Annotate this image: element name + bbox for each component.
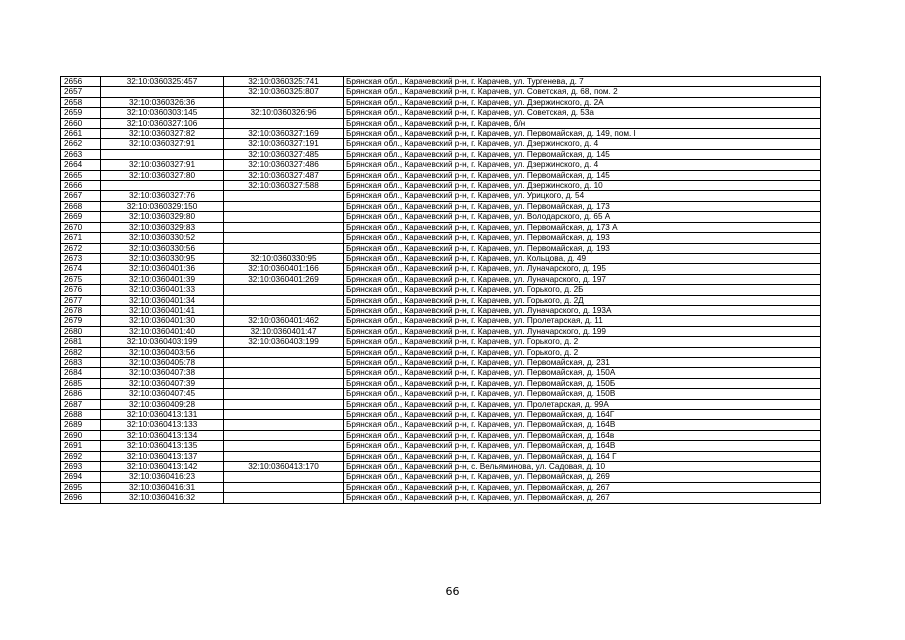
linked-cadastral-number-cell	[224, 212, 344, 222]
row-number: 2657	[61, 87, 101, 97]
linked-cadastral-number-cell	[224, 285, 344, 295]
cadastral-number-cell: 32:10:0360405:78	[101, 357, 224, 367]
address-cell: Брянская обл., Карачевский р-н, г. Карачев, ул. Горького, д. 2Д	[344, 295, 821, 305]
linked-cadastral-number-cell	[224, 420, 344, 430]
linked-cadastral-number-cell	[224, 441, 344, 451]
row-number: 2675	[61, 274, 101, 284]
address-cell: Брянская обл., Карачевский р-н, г. Карачев, ул. Первомайская, д. 164В	[344, 420, 821, 430]
cadastral-number-cell: 32:10:0360303:145	[101, 108, 224, 118]
address-cell: Брянская обл., Карачевский р-н, г. Карачев, ул. Первомайская, д. 267	[344, 493, 821, 503]
table-row	[61, 212, 821, 222]
table-row	[61, 316, 821, 326]
linked-cadastral-number-cell: 32:10:0360327:169	[224, 129, 344, 139]
address-cell: Брянская обл., Карачевский р-н, г. Карачев, ул. Володарского, д. 65 А	[344, 212, 821, 222]
row-number: 2685	[61, 378, 101, 388]
cadastral-number-cell: 32:10:0360401:34	[101, 295, 224, 305]
linked-cadastral-number-cell: 32:10:0360327:486	[224, 160, 344, 170]
table-row	[61, 87, 821, 97]
cadastral-number-cell: 32:10:0360407:45	[101, 389, 224, 399]
cadastral-number-cell: 32:10:0360329:83	[101, 222, 224, 232]
address-cell: Брянская обл., Карачевский р-н, г. Карачев, ул. Первомайская, д. 150А	[344, 368, 821, 378]
cadastral-number-cell	[101, 181, 224, 191]
address-cell: Брянская обл., Карачевский р-н, г. Карачев, ул. Первомайская, д. 164 Г	[344, 451, 821, 461]
row-number: 2684	[61, 368, 101, 378]
table-row	[61, 305, 821, 315]
linked-cadastral-number-cell	[224, 233, 344, 243]
cadastral-number-cell: 32:10:0360416:32	[101, 493, 224, 503]
linked-cadastral-number-cell: 32:10:0360327:191	[224, 139, 344, 149]
row-number: 2667	[61, 191, 101, 201]
table-row	[61, 326, 821, 336]
row-number: 2664	[61, 160, 101, 170]
cadastral-number-cell: 32:10:0360413:142	[101, 462, 224, 472]
row-number: 2673	[61, 253, 101, 263]
address-cell: Брянская обл., Карачевский р-н, г. Карачев, ул. Первомайская, д. 173	[344, 201, 821, 211]
cadastral-number-cell: 32:10:0360413:134	[101, 430, 224, 440]
row-number: 2693	[61, 462, 101, 472]
cadastral-number-cell: 32:10:0360325:457	[101, 77, 224, 87]
linked-cadastral-number-cell: 32:10:0360401:462	[224, 316, 344, 326]
address-cell: Брянская обл., Карачевский р-н, г. Карачев, ул. Первомайская, д. 145	[344, 149, 821, 159]
address-cell: Брянская обл., Карачевский р-н, г. Карачев, ул. Первомайская, д. 149, пом. I	[344, 129, 821, 139]
table-row	[61, 368, 821, 378]
table-row	[61, 97, 821, 107]
linked-cadastral-number-cell	[224, 472, 344, 482]
table-row	[61, 118, 821, 128]
cadastral-number-cell: 32:10:0360401:33	[101, 285, 224, 295]
row-number: 2670	[61, 222, 101, 232]
linked-cadastral-number-cell	[224, 305, 344, 315]
row-number: 2683	[61, 357, 101, 367]
row-number: 2692	[61, 451, 101, 461]
cadastral-number-cell: 32:10:0360413:137	[101, 451, 224, 461]
table-row	[61, 462, 821, 472]
row-number: 2691	[61, 441, 101, 451]
row-number: 2682	[61, 347, 101, 357]
cadastral-number-cell	[101, 149, 224, 159]
table-row	[61, 295, 821, 305]
address-cell: Брянская обл., Карачевский р-н, г. Карачев, ул. Первомайская, д. 150В	[344, 389, 821, 399]
row-number: 2694	[61, 472, 101, 482]
cadastral-number-cell	[101, 87, 224, 97]
table-row	[61, 181, 821, 191]
row-number: 2687	[61, 399, 101, 409]
row-number: 2689	[61, 420, 101, 430]
cadastral-number-cell: 32:10:0360330:95	[101, 253, 224, 263]
table-row	[61, 420, 821, 430]
linked-cadastral-number-cell	[224, 191, 344, 201]
address-cell: Брянская обл., Карачевский р-н, г. Карачев, ул. Советская, д. 68, пом. 2	[344, 87, 821, 97]
cadastral-number-cell: 32:10:0360416:31	[101, 482, 224, 492]
table-row	[61, 108, 821, 118]
table-row	[61, 264, 821, 274]
cadastral-number-cell: 32:10:0360327:91	[101, 139, 224, 149]
cadastral-number-cell: 32:10:0360409:28	[101, 399, 224, 409]
table-row	[61, 347, 821, 357]
address-cell: Брянская обл., Карачевский р-н, г. Карачев, ул. Первомайская, д. 267	[344, 482, 821, 492]
linked-cadastral-number-cell	[224, 410, 344, 420]
address-cell: Брянская обл., Карачевский р-н, г. Карачев, ул. Горького, д. 2	[344, 347, 821, 357]
table-row	[61, 222, 821, 232]
cadastral-number-cell: 32:10:0360401:30	[101, 316, 224, 326]
table-row	[61, 274, 821, 284]
row-number: 2671	[61, 233, 101, 243]
linked-cadastral-number-cell: 32:10:0360401:166	[224, 264, 344, 274]
row-number: 2688	[61, 410, 101, 420]
table-row	[61, 149, 821, 159]
table-row	[61, 191, 821, 201]
address-cell: Брянская обл., Карачевский р-н, г. Карачев, ул. Первомайская, д. 145	[344, 170, 821, 180]
cadastral-number-cell: 32:10:0360330:56	[101, 243, 224, 253]
row-number: 2690	[61, 430, 101, 440]
cadastral-number-cell: 32:10:0360413:131	[101, 410, 224, 420]
address-cell: Брянская обл., Карачевский р-н, г. Карачев, ул. Первомайская, д. 150Б	[344, 378, 821, 388]
row-number: 2681	[61, 337, 101, 347]
address-cell: Брянская обл., Карачевский р-н, г. Карачев, ул. Дзержинского, д. 2А	[344, 97, 821, 107]
cadastral-number-cell: 32:10:0360416:23	[101, 472, 224, 482]
address-cell: Брянская обл., Карачевский р-н, г. Карачев, ул. Первомайская, д. 164в	[344, 430, 821, 440]
table-row	[61, 357, 821, 367]
cadastral-number-cell: 32:10:0360327:106	[101, 118, 224, 128]
cadastral-number-cell: 32:10:0360327:76	[101, 191, 224, 201]
address-cell: Брянская обл., Карачевский р-н, г. Карачев, ул. Пролетарская, д. 99А	[344, 399, 821, 409]
row-number: 2669	[61, 212, 101, 222]
table-row	[61, 389, 821, 399]
address-cell: Брянская обл., Карачевский р-н, г. Карачев, ул. Кольцова, д. 49	[344, 253, 821, 263]
row-number: 2663	[61, 149, 101, 159]
linked-cadastral-number-cell	[224, 201, 344, 211]
cadastral-number-cell: 32:10:0360413:135	[101, 441, 224, 451]
linked-cadastral-number-cell	[224, 295, 344, 305]
row-number: 2662	[61, 139, 101, 149]
linked-cadastral-number-cell: 32:10:0360413:170	[224, 462, 344, 472]
address-cell: Брянская обл., Карачевский р-н, г. Карачев, ул. Урицкого, д. 54	[344, 191, 821, 201]
page-number: 66	[445, 585, 460, 598]
table-row	[61, 77, 821, 87]
table-row	[61, 441, 821, 451]
table-row	[61, 337, 821, 347]
table-row	[61, 139, 821, 149]
table-row	[61, 451, 821, 461]
address-cell: Брянская обл., Карачевский р-н, г. Карачев, ул. Советская, д. 53а	[344, 108, 821, 118]
cadastral-number-cell: 32:10:0360403:199	[101, 337, 224, 347]
row-number: 2696	[61, 493, 101, 503]
cadastral-number-cell: 32:10:0360413:133	[101, 420, 224, 430]
table-row	[61, 378, 821, 388]
table-row	[61, 129, 821, 139]
address-cell: Брянская обл., Карачевский р-н, г. Карачев, ул. Луначарского, д. 193А	[344, 305, 821, 315]
linked-cadastral-number-cell: 32:10:0360401:47	[224, 326, 344, 336]
linked-cadastral-number-cell	[224, 482, 344, 492]
address-cell: Брянская обл., Карачевский р-н, г. Карачев, ул. Луначарского, д. 197	[344, 274, 821, 284]
cadastral-number-cell: 32:10:0360326:36	[101, 97, 224, 107]
cadastral-table	[60, 76, 821, 504]
cadastral-number-cell: 32:10:0360403:56	[101, 347, 224, 357]
address-cell: Брянская обл., Карачевский р-н, г. Карачев, ул. Первомайская, д. 173 А	[344, 222, 821, 232]
cadastral-number-cell: 32:10:0360330:52	[101, 233, 224, 243]
row-number: 2659	[61, 108, 101, 118]
linked-cadastral-number-cell	[224, 118, 344, 128]
linked-cadastral-number-cell: 32:10:0360326:96	[224, 108, 344, 118]
linked-cadastral-number-cell	[224, 357, 344, 367]
table-row	[61, 482, 821, 492]
row-number: 2666	[61, 181, 101, 191]
cadastral-number-cell: 32:10:0360327:82	[101, 129, 224, 139]
address-cell: Брянская обл., Карачевский р-н, г. Карачев, ул. Дзержинского, д. 10	[344, 181, 821, 191]
address-cell: Брянская обл., Карачевский р-н, г. Карачев, ул. Горького, д. 2Б	[344, 285, 821, 295]
table-row	[61, 170, 821, 180]
linked-cadastral-number-cell	[224, 430, 344, 440]
table-row	[61, 493, 821, 503]
row-number: 2665	[61, 170, 101, 180]
address-cell: Брянская обл., Карачевский р-н, с. Вельяминова, ул. Садовая, д. 10	[344, 462, 821, 472]
cadastral-number-cell: 32:10:0360407:39	[101, 378, 224, 388]
address-cell: Брянская обл., Карачевский р-н, г. Карачев, ул. Первомайская, д. 193	[344, 233, 821, 243]
linked-cadastral-number-cell: 32:10:0360327:588	[224, 181, 344, 191]
table-row	[61, 430, 821, 440]
table-row	[61, 285, 821, 295]
row-number: 2677	[61, 295, 101, 305]
table-row	[61, 233, 821, 243]
table-row	[61, 410, 821, 420]
table-row	[61, 253, 821, 263]
address-cell: Брянская обл., Карачевский р-н, г. Карачев, ул. Первомайская, д. 164В	[344, 441, 821, 451]
row-number: 2679	[61, 316, 101, 326]
address-cell: Брянская обл., Карачевский р-н, г. Карачев, б/н	[344, 118, 821, 128]
row-number: 2674	[61, 264, 101, 274]
linked-cadastral-number-cell	[224, 378, 344, 388]
row-number: 2686	[61, 389, 101, 399]
row-number: 2678	[61, 305, 101, 315]
address-cell: Брянская обл., Карачевский р-н, г. Карачев, ул. Горького, д. 2	[344, 337, 821, 347]
row-number: 2668	[61, 201, 101, 211]
row-number: 2676	[61, 285, 101, 295]
address-cell: Брянская обл., Карачевский р-н, г. Карачев, ул. Первомайская, д. 193	[344, 243, 821, 253]
address-cell: Брянская обл., Карачевский р-н, г. Карачев, ул. Первомайская, д. 269	[344, 472, 821, 482]
address-cell: Брянская обл., Карачевский р-н, г. Карачев, ул. Дзержинского, д. 4	[344, 139, 821, 149]
linked-cadastral-number-cell	[224, 347, 344, 357]
table-row	[61, 472, 821, 482]
linked-cadastral-number-cell	[224, 493, 344, 503]
row-number: 2680	[61, 326, 101, 336]
linked-cadastral-number-cell	[224, 368, 344, 378]
linked-cadastral-number-cell	[224, 222, 344, 232]
table-body	[61, 77, 821, 504]
linked-cadastral-number-cell: 32:10:0360401:269	[224, 274, 344, 284]
linked-cadastral-number-cell	[224, 399, 344, 409]
table-row	[61, 399, 821, 409]
address-cell: Брянская обл., Карачевский р-н, г. Карачев, ул. Дзержинского, д. 4	[344, 160, 821, 170]
cadastral-number-cell: 32:10:0360401:39	[101, 274, 224, 284]
linked-cadastral-number-cell: 32:10:0360403:199	[224, 337, 344, 347]
cadastral-number-cell: 32:10:0360401:36	[101, 264, 224, 274]
linked-cadastral-number-cell: 32:10:0360327:485	[224, 149, 344, 159]
linked-cadastral-number-cell: 32:10:0360325:807	[224, 87, 344, 97]
table-row	[61, 201, 821, 211]
row-number: 2661	[61, 129, 101, 139]
cadastral-number-cell: 32:10:0360401:40	[101, 326, 224, 336]
linked-cadastral-number-cell	[224, 97, 344, 107]
address-cell: Брянская обл., Карачевский р-н, г. Карачев, ул. Первомайская, д. 231	[344, 357, 821, 367]
linked-cadastral-number-cell	[224, 243, 344, 253]
linked-cadastral-number-cell: 32:10:0360325:741	[224, 77, 344, 87]
cadastral-number-cell: 32:10:0360327:91	[101, 160, 224, 170]
linked-cadastral-number-cell	[224, 451, 344, 461]
address-cell: Брянская обл., Карачевский р-н, г. Карачев, ул. Луначарского, д. 199	[344, 326, 821, 336]
cadastral-number-cell: 32:10:0360329:150	[101, 201, 224, 211]
row-number: 2660	[61, 118, 101, 128]
address-cell: Брянская обл., Карачевский р-н, г. Карачев, ул. Тургенева, д. 7	[344, 77, 821, 87]
table-row	[61, 243, 821, 253]
linked-cadastral-number-cell: 32:10:0360330:95	[224, 253, 344, 263]
cadastral-number-cell: 32:10:0360401:41	[101, 305, 224, 315]
cadastral-number-cell: 32:10:0360407:38	[101, 368, 224, 378]
address-cell: Брянская обл., Карачевский р-н, г. Карачев, ул. Луначарского, д. 195	[344, 264, 821, 274]
row-number: 2658	[61, 97, 101, 107]
cadastral-number-cell: 32:10:0360327:80	[101, 170, 224, 180]
row-number: 2672	[61, 243, 101, 253]
cadastral-number-cell: 32:10:0360329:80	[101, 212, 224, 222]
address-cell: Брянская обл., Карачевский р-н, г. Карачев, ул. Пролетарская, д. 11	[344, 316, 821, 326]
row-number: 2656	[61, 77, 101, 87]
linked-cadastral-number-cell: 32:10:0360327:487	[224, 170, 344, 180]
address-cell: Брянская обл., Карачевский р-н, г. Карачев, ул. Первомайская, д. 164Г	[344, 410, 821, 420]
row-number: 2695	[61, 482, 101, 492]
linked-cadastral-number-cell	[224, 389, 344, 399]
table-row	[61, 160, 821, 170]
